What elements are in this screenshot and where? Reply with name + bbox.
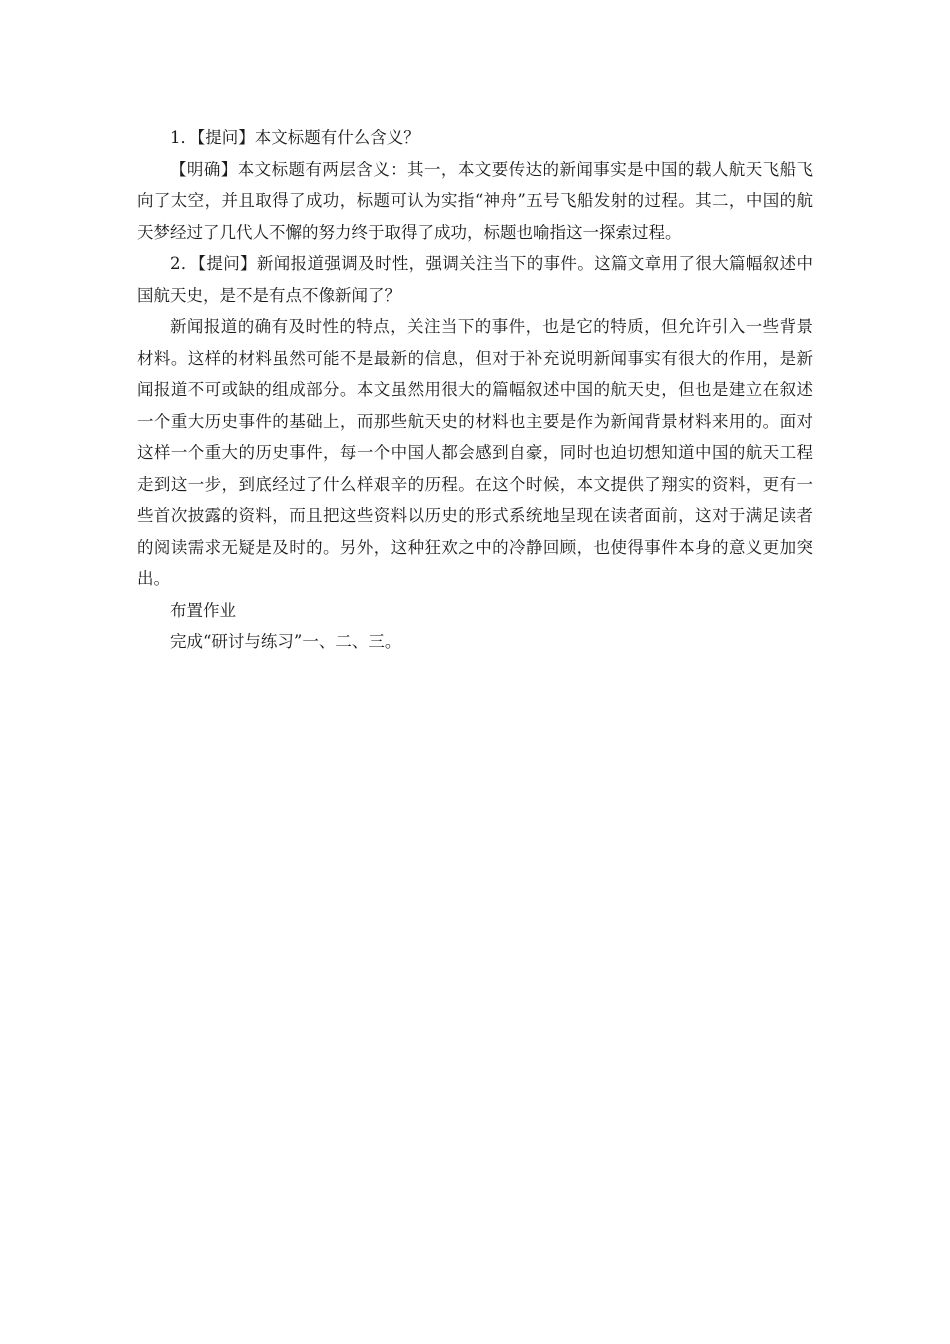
answer-2: 新闻报道的确有及时性的特点，关注当下的事件，也是它的特质，但允许引入一些背景材料。这样的材料虽然可能不是最新的信息，但对于补充说明新闻事实有很大的作用，是新闻报道不可或缺的组成部分。本文虽然用很大的篇幅叙述中国的航天史，但也是建立在叙述一个重大历史事件的基础上，而那些航天史的材料也主要是作为新闻背景材料来用的。面对这样一个重大的历史事件，每一个中国人都会感到自豪，同时也迫切想知道中国的航天工程走到这一步，到底经过了什么样艰辛的历程。在这个时候，本文提供了翔实的资料，更有一些首次披露的资料，而且把这些资料以历史的形式系统地呈现在读者面前，这对于满足读者的阅读需求无疑是及时的。另外，这种狂欢之中的冷静回顾，也使得事件本身的意义更加突出。 [137, 317, 813, 588]
homework-task: 完成“研讨与练习”一、二、三。 [170, 632, 402, 651]
answer-1: 【明确】本文标题有两层含义：其一，本文要传达的新闻事实是中国的载人航天飞船飞向了太空，并且取得了成功，标题可认为实指“神舟”五号飞船发射的过程。其二，中国的航天梦经过了几代人不懈的努力终于取得了成功，标题也喻指这一探索过程。 [137, 159, 813, 242]
document-body [137, 122, 813, 658]
homework-heading: 布置作业 [170, 600, 236, 620]
question-2: 2．【提问】新闻报道强调及时性，强调关注当下的事件。这篇文章用了很大篇幅叙述中国航天史，是不是有点不像新闻了？ [137, 254, 813, 305]
question-1: 1．【提问】本文标题有什么含义？ [170, 128, 420, 147]
